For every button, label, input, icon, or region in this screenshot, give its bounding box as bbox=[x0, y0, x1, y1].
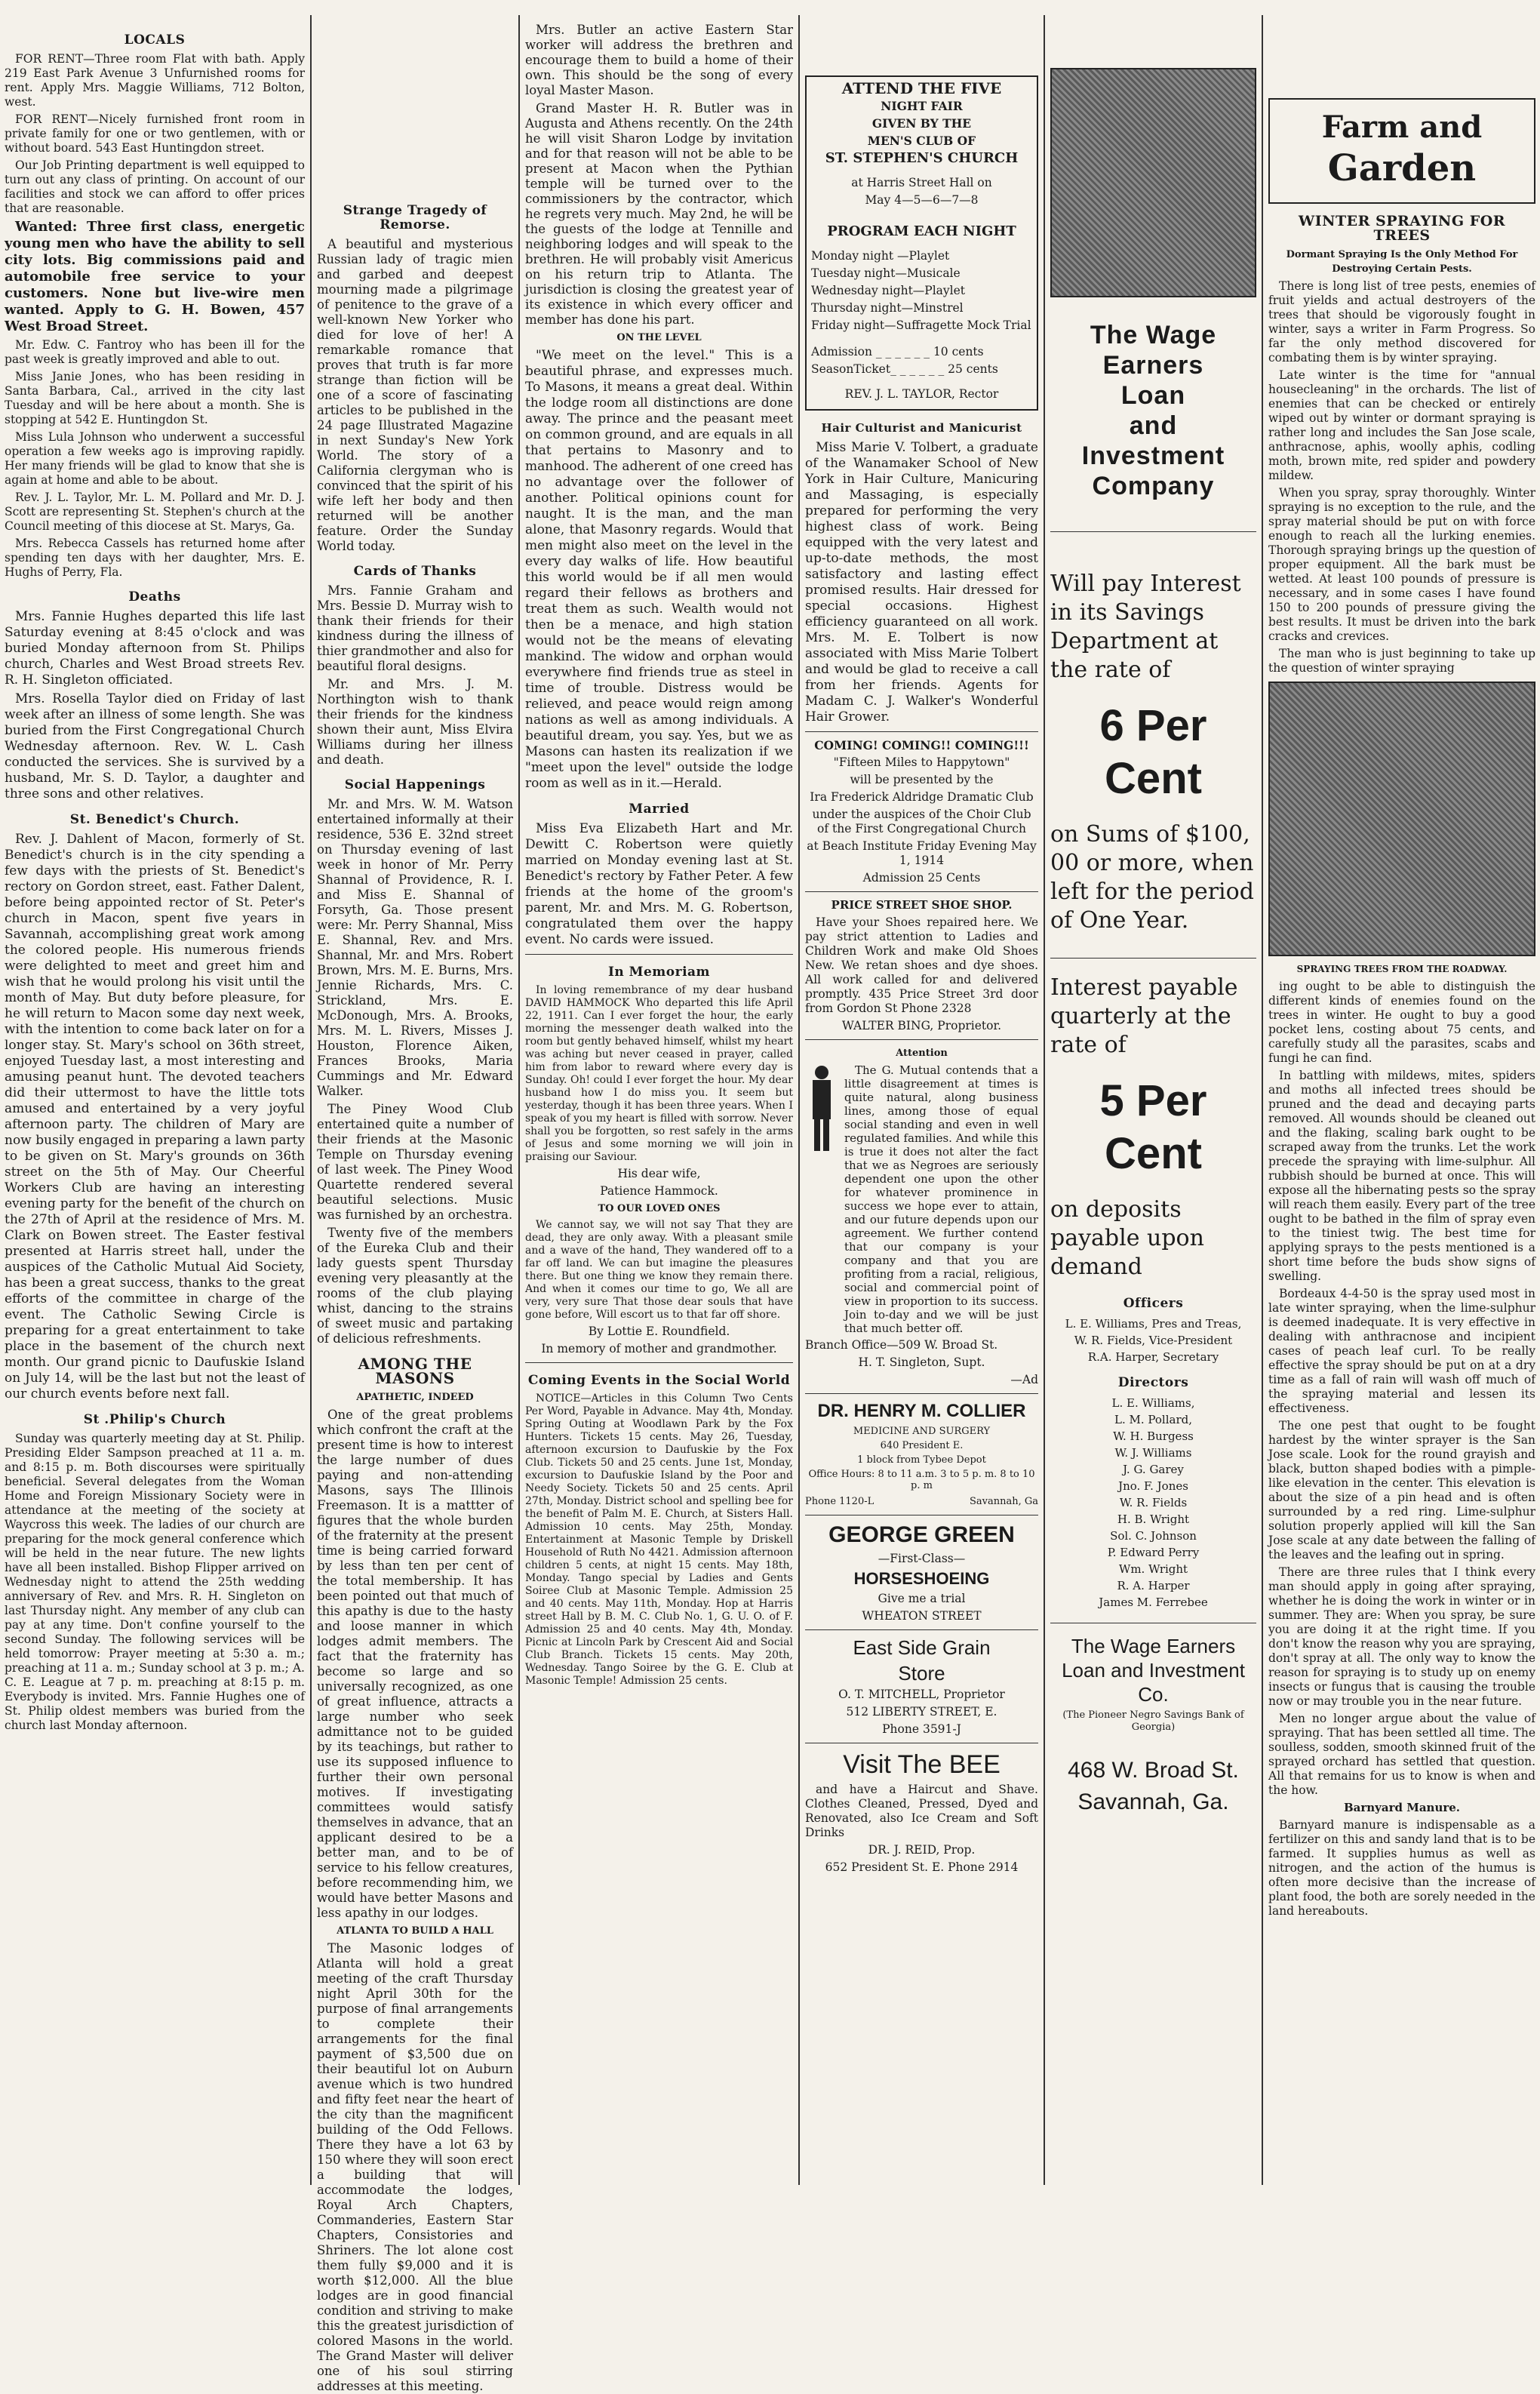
tragedy-body: A beautiful and mysterious Russian lady of tragic mien and garbed and deepest mourning made a pilgrimage of penitence to the grave of a well-known New Yorker who died for love of her! A remarkable romance that proves that truth is far more strange than fiction will be one of a score of fascinating articles to be published in the 24 page Illustrated Magazine in next Sunday's New York World. The story of a California clergyman who is convinced that the spirit of his wife left her body and then returned will be another feature. Order the Sunday World today. bbox=[317, 237, 513, 553]
level-body: "We meet on the level." This is a beautiful phrase, and expresses much. To Masons, it means a great deal. Within the lodge room all distinctions are done away. The prince and the peasant meet on common ground, and are equals in all that pertains to Masonry and to manhood. The adherent of one creed has no advantage over the follower of another. Political opinions count for naught. It is the man, and the man alone, that Masonry regards. Would that men might also meet on the level in the every day walks of life. How beautiful this world would be if all men would regard their fellows as brothers and treat them as such. Wealth would not then be a menace, and high station would not be the means of elevating mankind. The widow and orphan would everywhere find friends true as steel in time of trouble. Distress would be relieved, and peace would reign among nations as well as among individuals. A beautiful dream, you say. Yes, but we as Masons can hasten its realization if we "meet upon the level" outside the lodge room as well as in it.—Herald. bbox=[525, 348, 793, 791]
wage-title-line: Company bbox=[1092, 472, 1215, 500]
divider bbox=[805, 1039, 1038, 1040]
director-name: R. A. Harper bbox=[1117, 1579, 1190, 1592]
spraying-subheading: Dormant Spraying Is the Only Method For Destroying Certain Pests. bbox=[1286, 249, 1518, 275]
spraying-para: The man who is just beginning to take up the question of winter spraying bbox=[1268, 647, 1535, 675]
spraying-para: Late winter is the time for "annual housecleaning" in the orchards. The list of enemies that can be checked or entirely wiped out by winter or dormant spraying is rather long and includes the San Jose scale, anthracnose, aphis, woolly aphis, codling moth, brown mite, red spider and powdery mildew. bbox=[1268, 368, 1535, 482]
social-heading: Social Happenings bbox=[344, 777, 486, 792]
column-1 bbox=[0, 23, 309, 2181]
fair-night: Thursday night—Minstrel bbox=[811, 301, 964, 315]
locals-heading: LOCALS bbox=[124, 32, 186, 48]
garden-title: Garden bbox=[1327, 147, 1477, 189]
divider bbox=[805, 1629, 1038, 1630]
hair-body: Miss Marie V. Tolbert, a graduate of the Wanamaker School of New York in Hair Culture, Manicuring and Massaging, is especially prepared for performing the very highest class of work. Being equipped with the very latest and up-to-date methods, the most satisfactory and lasting effect promised results. Hair dressed for special occasions. Highest efficiency guaranteed on all work. Mrs. M. E. Tolbert is now associated with Miss Marie Tolbert and would be glad to receive a call from her friends. Agents for Madam C. J. Walker's Wonderful Hair Grower. bbox=[805, 440, 1038, 725]
director-name: L. E. Williams, bbox=[1111, 1396, 1195, 1410]
divider bbox=[1050, 958, 1256, 959]
spraying-para: ing ought to be able to distinguish the different kinds of enemies found on the trees in winter. He ought to buy a good pocket lens, costing about 75 cents, and carefully study all the parasites, scabs and fungi he can find. bbox=[1268, 980, 1535, 1065]
thanks-heading: Cards of Thanks bbox=[353, 564, 477, 579]
wage-six-percent: 6 Per Cent bbox=[1099, 701, 1207, 803]
social-item: Mr. and Mrs. W. M. Watson entertained informally at their residence, 536 E. 32nd street on Thursday evening of last week in honor of Mr. Perry Shannal of Providence, R. I. and Miss E. Shannal of Forsyth, Ga. Those present were: Mr. Perry Shannal, Miss E. Shannal, Rev. and Mrs. Shannal, Mr. and Mrs. Robert Brown, Mrs. M. E. Burns, Mrs. Jennie Richards, Mrs. C. Strickland, Mrs. E. McDonough, Mrs. A. Brooks, Mrs. M. L. Rivers, Misses J. Houston, Florence Aiken, Frances Brooks, Maria Cummings and Mr. Edward Walker. bbox=[317, 797, 513, 1098]
grain-line: Phone 3591-J bbox=[882, 1722, 961, 1736]
officers-list bbox=[1050, 1315, 1256, 1365]
thanks-item: Mrs. Fannie Graham and Mrs. Bessie D. Murray wish to thank their friends for their kindness during the illness of thier grandmother and also for beautiful floral designs. bbox=[317, 583, 513, 673]
officers-heading: Officers bbox=[1123, 1296, 1184, 1311]
locals-item: Mrs. Rebecca Cassels has returned home after spending ten days with her daughter, Mrs. E. Hughs of Perry, Fla. bbox=[5, 537, 305, 579]
fair-night: Tuesday night—Musicale bbox=[811, 266, 961, 280]
spraying-para: Men no longer argue about the value of spraying. That has been settled all time. The soulless, sodden, smooth skinned fruit of the sprayed orchard has settled that question. All that remains for us to know is when and the how. bbox=[1268, 1712, 1535, 1797]
masons-item: Mrs. Butler an active Eastern Star worker will address the brethren and encourage them to build a home of their own. This should be the song of every loyal Master Mason. bbox=[525, 23, 793, 97]
coming-events-heading: Coming Events in the Social World bbox=[527, 1373, 791, 1388]
bee-body: and have a Haircut and Shave. Clothes Cleaned, Pressed, Dyed and Renovated, also Ice Cream and Soft Drinks bbox=[805, 1783, 1038, 1839]
tragedy-heading: Strange Tragedy of Remorse. bbox=[343, 203, 487, 232]
director-name: Sol. C. Johnson bbox=[1110, 1529, 1197, 1543]
memoriam-sign: His dear wife, bbox=[617, 1167, 701, 1180]
spraying-caption: SPRAYING TREES FROM THE ROADWAY. bbox=[1296, 964, 1508, 974]
column-6 bbox=[1264, 23, 1540, 2181]
coming-events-body: NOTICE—Articles in this Column Two Cents Per Word, Payable in Advance. May 4th, Monday. Spring Outing at Woodlawn Park by the Fox Hunters. Tickets 15 cents. May 26, Tuesday, afternoon excursion to Daufuskie by the Fox Club. Tickets 50 and 25 cents. June 1st, Monday, excursion to Daufuskie Island by the Poor and Needy Society. Tickets 50 and 25 cents. April 27th, Monday. District school and spelling bee for the benefit of Palm M. E. Church, at Sisters Hall. Admission 10 cents. May 25th, Monday. Entertainment at Masonic Temple by Driskell Household of Ruth No 4421. Admission afternoon children 5 cents, at night 15 cents. May 18th, Monday. Tango special by Ladies and Gents Soiree Club at Masonic Temple. Admission 25 and 40 cents. May 11th, Monday. Hop at Harris street Hall by B. M. C. Club No. 1, G. U. O. of F. Admission 25 and 40 cents. May 4th, Monday. Picnic at Lincoln Park by Crescent Aid and Social Club Branch. Tickets 15 cents. May 20th, Wednesday. Tango Soiree by the G. E. Club at Masonic Temple! Admission 25 cents. bbox=[525, 1392, 793, 1687]
spraying-para: The one pest that ought to be fought hardest by the winter sprayer is the San Jose scale. Look for the round grayish and black, button shaped bodies with a pimple-like elevation in the center. This elevation is about the size of a pin head and is often surrounded by a red ring. Lime-sulphur solution properly applied will kill the San Jose scale at any date between the falling of the leaves and the leafing out in spring. bbox=[1268, 1419, 1535, 1562]
collier-line: 1 block from Tybee Depot bbox=[857, 1454, 986, 1466]
green-line: —First-Class— bbox=[878, 1552, 966, 1565]
green-line: HORSESHOEING bbox=[853, 1569, 990, 1588]
grain-line: 512 LIBERTY STREET, E. bbox=[846, 1705, 997, 1719]
wage-five-percent: 5 Per Cent bbox=[1099, 1076, 1207, 1178]
deaths-item: Mrs. Rosella Taylor died on Friday of last week after an illness of some length. She was buried from the First Congregational Church Wednesday afternoon. Rev. W. L. Cash conducted the services. She is survived by a husband, Mr. S. D. Taylor, a daughter and three sons and other relatives. bbox=[5, 691, 305, 802]
wage-title-line: Investment bbox=[1081, 442, 1225, 470]
director-name: Wm. Wright bbox=[1118, 1562, 1188, 1576]
fair-line: ATTEND THE FIVE bbox=[841, 79, 1002, 97]
happytown-line: Admission 25 Cents bbox=[862, 871, 981, 885]
green-line: WHEATON STREET bbox=[862, 1609, 982, 1623]
divider bbox=[1050, 531, 1256, 532]
divider bbox=[525, 954, 793, 955]
memoriam-heading: In Memoriam bbox=[607, 965, 711, 980]
happytown-line: COMING! COMING!! COMING!!! bbox=[814, 738, 1029, 752]
attention-ad-mark: —Ad bbox=[1010, 1373, 1038, 1386]
loved-ones-heading: TO OUR LOVED ONES bbox=[598, 1203, 721, 1214]
wage-city: Savannah, Ga. bbox=[1077, 1789, 1229, 1814]
director-name: J. G. Garey bbox=[1123, 1463, 1184, 1476]
social-item: The Piney Wood Club entertained quite a number of their friends at the Masonic Temple on Thursday evening of last week. The Piney Wood Quartette rendered several beautiful selections. Music was furnished by an orchestra. bbox=[317, 1102, 513, 1222]
happytown-line: under the auspices of the Choir Club of the First Congregational Church bbox=[812, 808, 1031, 835]
spraying-photo bbox=[1268, 682, 1535, 956]
director-name: W. H. Burgess bbox=[1113, 1429, 1194, 1443]
spraying-heading: WINTER SPRAYING FOR TREES bbox=[1298, 213, 1506, 244]
benedict-body: Rev. J. Dahlent of Macon, formerly of St. Benedict's church is in the city spending a few days with the priests of St. Benedict's rectory on Gordon street, east. Father Dalent, before being appointed rector of St. Peter's church in Macon, spent five years in Savannah, accomplishing great work among the colored people. His numerous friends were delighted to meet and greet him and wish that he would prolong his visit until the month of May. But duty before pleasure, for he will return to Macon some day next week, with the intention to come back later on for a longer stay. St. Mary's school on 36th street, enjoyed Tuesday last, a most interesting and amusing peanut hunt. The devoted teachers did their uttermost to have the little tots amused and entertained by a very joyful afternoon party. The children of Mary are now busily engaged in preparing a lawn party to be given on St. Mary's grounds on 36th street on the 5th of May. Our Cheerful Workers Club are having an interesting evening party for the benefit of the church on the 27th of April at the residence of Mrs. M. Clark on Bowen street. The Easter festival presented at Harris street hall, under the auspices of the Catholic Mutual Aid Society, has been a great success, thanks to the great efforts of the committee in charge of the event. The Catholic Sewing Circle is preparing for a great entertainment to take place in the basement of the church next month. Our grand picnic to Daufuskie Island on July 14, will be the last but not the least of our church events before next fall. bbox=[5, 832, 305, 1402]
locals-item: Our Job Printing department is well equipped to turn out any class of printing. On account of our facilities and stock we can afford to offer prices that are reasonable. bbox=[5, 158, 305, 215]
attention-supt: H. T. Singleton, Supt. bbox=[858, 1355, 985, 1369]
happytown-line: will be presented by the bbox=[850, 773, 994, 786]
collier-city: Savannah, Ga bbox=[969, 1496, 1038, 1507]
divider bbox=[525, 1362, 793, 1363]
married-body: Miss Eva Elizabeth Hart and Mr. Dewitt C. Robertson were quietly married on Monday evening last at St. Benedict's rectory by Father Peter. A few friends at the home of the groom's parent, Mr. and Mrs. M. G. Robertson, congratulated them over the happy event. No cards were issued. bbox=[525, 821, 793, 947]
wage-address: 468 W. Broad St. bbox=[1068, 1758, 1239, 1783]
loved-ones-poem: We cannot say, we will not say That they are dead, they are only away. With a pleasant smile and a wave of the hand, They wandered off to a far off land. We can but imagine the pleasures there. But one thing we know they remain there. And when it comes our time to go, We all are very, very sure That those dear souls that have gone before, Will escort us to that far off shore. bbox=[525, 1219, 793, 1321]
locals-item: Rev. J. L. Taylor, Mr. L. M. Pollard and Mr. D. J. Scott are representing St. Stephen's church at the Council meeting of this diocese at St. Marys, Ga. bbox=[5, 491, 305, 533]
collier-line: 640 President E. bbox=[880, 1440, 964, 1451]
memoriam-sign: Patience Hammock. bbox=[600, 1184, 718, 1198]
column-rule bbox=[310, 15, 312, 2185]
grain-line: O. T. MITCHELL, Proprietor bbox=[838, 1688, 1005, 1701]
benedict-heading: St. Benedict's Church. bbox=[69, 812, 240, 827]
spraying-para: When you spray, spray thoroughly. Winter spraying is no exception to the rule, and the spray material should be put on with force enough to reach all the lurking enemies. Thorough spraying brings up the question of proper equipment. All the bark must be wetted. At least 100 pounds of pressure is necessary, and in some cases I have found 150 to 200 pounds of pressure giving the best results. It must be driven into the bark cracks and crevices. bbox=[1268, 486, 1535, 643]
atlanta-subheading: ATLANTA TO BUILD A HALL bbox=[337, 1925, 493, 1937]
social-item: Twenty five of the members of the Eureka Club and their lady guests spent Thursday evening very pleasantly at the rooms of the club playing whist, dancing to the strains of sweet music and partaking of delicious refreshments. bbox=[317, 1226, 513, 1346]
man-figure-icon bbox=[805, 1063, 838, 1154]
fair-line: MEN'S CLUB OF bbox=[867, 134, 976, 148]
column-2 bbox=[312, 23, 518, 2393]
fair-line: ST. STEPHEN'S CHURCH bbox=[825, 150, 1019, 166]
fair-night: Wednesday night—Playlet bbox=[811, 284, 966, 297]
locals-item: Miss Lula Johnson who underwent a successful operation a few weeks ago is improving rapidly. Her many friends will be glad to know that she is again at home and able to be about. bbox=[5, 430, 305, 487]
happytown-line: "Fifteen Miles to Happytown" bbox=[833, 755, 1010, 769]
director-name: W. J. Williams bbox=[1114, 1446, 1192, 1460]
level-heading: ON THE LEVEL bbox=[616, 332, 702, 343]
manure-para: Barnyard manure is indispensable as a fertilizer on this and sandy land that is to be farmed. It supplies humus as well as nitrogen, and the action of the humus is often more decisive than the increase of plant food, the both are sorely needed in the land hereabouts. bbox=[1268, 1818, 1535, 1918]
collier-name: DR. HENRY M. COLLIER bbox=[817, 1401, 1026, 1421]
column-3 bbox=[521, 23, 798, 2181]
director-name: H. B. Wright bbox=[1117, 1512, 1190, 1526]
fair-night: Monday night —Playlet bbox=[811, 249, 950, 263]
fair-line: NIGHT FAIR bbox=[881, 99, 963, 113]
spraying-para: There are three rules that I think every man should apply in going after spraying, whether he is doing the work in winter or in summer. They are: When you spray, be sure you are doing it at the right time. If you don't know the reason why you are spraying, don't spray at all. The only way to know the reason for spraying is to study up on enemy insects or fungus that is causing the trouble now or may trouble you in the near future. bbox=[1268, 1565, 1535, 1708]
divider bbox=[805, 891, 1038, 892]
wage-footer-subtitle: (The Pioneer Negro Savings Bank of Georgia) bbox=[1062, 1709, 1244, 1733]
spraying-para: Bordeaux 4-4-50 is the spray used most in late winter spraying, when the lime-sulphur is deemed inadequate. It is very effective in dealing with anthracnose and incipient cases of peach leaf curl. To be really effective the spray should be put on at a dry time as a fall of rain will wash off much of the spraying material and lessen its effectiveness. bbox=[1268, 1287, 1535, 1415]
bee-address: 652 President St. E. Phone 2914 bbox=[825, 1860, 1019, 1874]
attention-body: The G. Mutual contends that a little disagreement at times is quite natural, along business lines, among those of equal social standing and even in well regulated families. And while this is true it does not alter the fact that we as Negroes are seriously dependent one upon the other for whatever prominence in success we hope ever to attain, and our future depends upon our agreement. We further contend that our company is your company and that you are profiting from a racial, religious, social and commercial point of view in proportion to its success. Join to-day and we will be just that much better off. bbox=[844, 1063, 1038, 1335]
director-name: L. M. Pollard, bbox=[1114, 1413, 1192, 1426]
divider bbox=[805, 1393, 1038, 1394]
director-name: P. Edward Perry bbox=[1107, 1546, 1200, 1559]
fair-night: Friday night—Suffragette Mock Trial bbox=[811, 318, 1031, 332]
masons-item: Grand Master H. R. Butler was in Augusta and Athens recently. On the 24th he will visit Sharon Lodge by invitation and for that reason will not be able to be present at Macon when the Pythian temple will be turned over to the commissioners by the contractor, which he regrets very much. May 2nd, he will be the guests of the lodge at Tennille and neighboring lodges and will speak to the brethren. He will probably visit Americus on his return trip to Atlanta. The jurisdiction is closing the greatest year of its existence in which every officer and member has done his part. bbox=[525, 101, 793, 327]
grain-line: Store bbox=[898, 1662, 945, 1685]
column-rule bbox=[518, 15, 520, 2185]
column-rule bbox=[798, 15, 800, 2185]
column-rule bbox=[1044, 15, 1045, 2185]
wage-deposits-text: on deposits payable upon demand bbox=[1050, 1196, 1204, 1280]
shoe-heading: PRICE STREET SHOE SHOP. bbox=[831, 898, 1013, 912]
column-rule bbox=[1262, 15, 1263, 2185]
happytown-line: at Beach Institute Friday Evening May 1, 1914 bbox=[807, 839, 1037, 867]
divider bbox=[805, 731, 1038, 732]
farm-title: Farm and bbox=[1321, 109, 1483, 145]
spraying-para: There is long list of tree pests, enemies of fruit yields and actual destroyers of the trees that should be vigorously fought in winter, says a writer in Farm Progress. So far the only method discovered for combating them is by winter spraying. bbox=[1268, 279, 1535, 365]
memoriam-body: In loving remembrance of my dear husband DAVID HAMMOCK Who departed this life April 22, 1911. Can I ever forget the hour, the early morning the messenger death walked into the room but gently behaved himself, whilst my heart was aching but never ceased in prayer, called him from labor to reward where every day is Sunday. Oh! could I ever forget the hour. My dear husband how I do miss you. It seem but yesterday, though it has been three years. When I speak of you my heart is filled with sorrow. Never shall you be forgotten, so rest safely in the arms of Jesus and some morning we will join in praising our Saviour. bbox=[525, 984, 793, 1163]
fair-admission: Admission _ _ _ _ _ _ 10 cents bbox=[811, 345, 984, 358]
hair-heading: Hair Culturist and Manicurist bbox=[821, 421, 1022, 435]
wage-footer-name: The Wage Earners Loan and Investment Co. bbox=[1062, 1635, 1245, 1706]
deaths-item: Mrs. Fannie Hughes departed this life last Saturday evening at 8:45 o'clock and was buried Monday afternoon from St. Philips church, Charles and West Broad streets Rev. R. H. Singleton officiated. bbox=[5, 609, 305, 688]
wage-title-line: The Wage bbox=[1090, 321, 1217, 349]
collier-footer bbox=[805, 1494, 1038, 1509]
collier-line: Office Hours: 8 to 11 a.m. 3 to 5 p. m. 8 to 10 p. m bbox=[808, 1469, 1035, 1491]
spraying-para: In battling with mildews, mites, spiders and moths all infected trees should be pruned and the dead and decaying parts removed. All wounds should be cleaned out and the flaking, scaling bark ought to be scraped away from the trunks. Let the work precede the spraying with lime-sulphur. All rubbish should be burned at once. This will expose all the hibernating pests so the spray will reach them easily. Every part of the tree ought to be bathed in the film of spray even to the tiniest twig. The best time for applying sprays to the pests mentioned is a short time before the buds show signs of swelling. bbox=[1268, 1069, 1535, 1283]
directors-list bbox=[1050, 1395, 1256, 1611]
green-name: GEORGE GREEN bbox=[828, 1522, 1015, 1547]
poem-dedication: In memory of mother and grandmother. bbox=[541, 1342, 777, 1355]
officer-name: L. E. Williams, Pres and Treas, bbox=[1065, 1317, 1242, 1331]
poem-author: By Lottie E. Roundfield. bbox=[588, 1325, 730, 1338]
masons-body: One of the great problems which confront the craft at the present time is how to interest the large number of dues paying and non-attending Masons, says The Illinois Freemason. It is a mattter of figures that the whole burden of the fraternity at the present time is being carried forward by less than ten per cent of the total membership. It has been pointed out that much of this apathy is due to the hasty and loose manner in which lodges admit members. The fact that the fraternity has become so large and so universally recognized, as one of great influence, attracts a large number who seek admittance not to be guided by its teachings, but rather to use its supposed influence to further their own personal motives. If investigating committees would satisfy themselves in advance, that an applicant desired to be a better man, and to be of service to his fellow creatures, before recommending him, we would have better Masons and less apathy in our lodges. bbox=[317, 1408, 513, 1920]
wage-ad-title bbox=[1050, 320, 1256, 501]
locals-item: Miss Janie Jones, who has been residing in Santa Barbara, Cal., arrived in the city last Tuesday and will be here about a month. She is stopping at 542 E. Huntingdon St. bbox=[5, 370, 305, 426]
fair-program: PROGRAM EACH NIGHT bbox=[827, 223, 1016, 239]
building-photo bbox=[1050, 68, 1256, 297]
directors-heading: Directors bbox=[1117, 1375, 1189, 1390]
fair-line: at Harris Street Hall on bbox=[851, 176, 992, 189]
officer-name: W. R. Fields, Vice-President bbox=[1074, 1334, 1233, 1347]
masons-subheading: APATHETIC, INDEED bbox=[356, 1392, 474, 1403]
collier-line: MEDICINE AND SURGERY bbox=[853, 1426, 991, 1437]
philips-body: Sunday was quarterly meeting day at St. Philip. Presiding Elder Sampson preached at 11 a. m. and 8:15 p. m. Both discourses were spiritually beneficial. Several delegates from the Woman Home and Foreign Missionary Society were in attendance at the meeting of the society at Waycross this week. The ladies of our church are preparing for the mock general conference which will be held in the near future. The new lights have all been installed. Bishop Flipper arrived on Wednesday night to attend the 25th wedding anniversary of Rev. and Mrs. R. H. Singleton on last Thursday night. Any member of any club can pay at any time. Don't confine yourself to the second Sunday. The following services will be held tomorrow: Prayer meeting at 5:30 a. m.; preaching at 11 a. m.; Sunday school at 3 p. m.; A. C. E. League at 7 p. m. preaching at 8:15 p. m. Everybody is invited. Mrs. Fannie Hughes one of St. Philip oldest members was buried from the church last Monday afternoon. bbox=[5, 1432, 305, 1732]
masons-heading: AMONG THE MASONS bbox=[358, 1355, 472, 1387]
locals-item: Mr. Edw. C. Fantroy who has been ill for the past week is greatly improved and able to out. bbox=[5, 338, 305, 366]
married-heading: Married bbox=[629, 802, 690, 817]
director-name: W. R. Fields bbox=[1119, 1496, 1188, 1509]
column-4 bbox=[801, 23, 1043, 2181]
fair-line: May 4—5—6—7—8 bbox=[865, 193, 979, 207]
locals-item: FOR RENT—Three room Flat with bath. Apply 219 East Park Avenue 3 Unfurnished rooms for rent. Apply Mrs. Maggie Williams, 712 Bolton, west. bbox=[5, 52, 305, 109]
atlanta-body: The Masonic lodges of Atlanta will hold a great meeting of the craft Thursday night April 30th for the purpose of final arrangements to complete their arrangements for the final payment of $3,500 due on their beautiful lot on Auburn avenue which is two hundred and fifty feet near the heart of the city than the magnificent building of the Odd Fellows. There they have a lot 63 by 150 where they will soon erect a building that will accommodate the lodges, Royal Arch Chapters, Commanderies, Eastern Star Chapters, Consistories and Shriners. The lot alone cost them fully $9,000 and it is worth $12,000. All the blue lodges are in good financial condition and striving to make this the greatest jurisdiction of colored Masons in the world. The Grand Master will deliver one of his soul stirring addresses at this meeting. bbox=[317, 1941, 513, 2393]
column-5 bbox=[1046, 23, 1261, 2181]
grain-line: East Side Grain bbox=[853, 1636, 991, 1659]
locals-item: FOR RENT—Nicely furnished front room in private family for one or two gentlemen, with or without board. 543 East Huntingdon street. bbox=[5, 112, 305, 155]
shoe-proprietor: WALTER BING, Proprietor. bbox=[841, 1019, 1002, 1032]
fair-rector: REV. J. L. TAYLOR, Rector bbox=[844, 387, 999, 401]
collier-phone: Phone 1120-L bbox=[805, 1496, 875, 1507]
fair-season-ticket: SeasonTicket_ _ _ _ _ _ 25 cents bbox=[811, 362, 998, 376]
farm-garden-masthead bbox=[1268, 98, 1535, 204]
attention-heading: Attention bbox=[896, 1048, 948, 1059]
wage-title-line: and bbox=[1129, 411, 1178, 440]
fair-ad bbox=[805, 75, 1038, 411]
happytown-line: Ira Frederick Aldridge Dramatic Club bbox=[810, 790, 1034, 804]
director-name: Jno. F. Jones bbox=[1118, 1479, 1188, 1493]
manure-heading: Barnyard Manure. bbox=[1343, 1801, 1461, 1814]
officer-name: R.A. Harper, Secretary bbox=[1087, 1350, 1219, 1364]
attention-block bbox=[805, 1063, 1038, 1338]
wage-interest-text: Interest payable quarterly at the rate of bbox=[1050, 974, 1238, 1058]
thanks-item: Mr. and Mrs. J. M. Northington wish to thank their friends for the kindness shown their aunt, Miss Elvira Williams during her illness and death. bbox=[317, 677, 513, 767]
philips-heading: St .Philip's Church bbox=[83, 1412, 226, 1427]
locals-item: Wanted: Three first class, energetic young men who have the ability to sell city lots. Big commissions paid and automobile free service to your customers. None but live-wire men wanted. Apply to G. H. Bowen, 457 West Broad Street. bbox=[5, 219, 305, 334]
bee-title: Visit The BEE bbox=[843, 1750, 1001, 1779]
wage-sums-text: on Sums of $100, 00 or more, when left for the period of One Year. bbox=[1050, 821, 1254, 934]
bee-proprietor: DR. J. REID, Prop. bbox=[868, 1843, 976, 1857]
shoe-body: Have your Shoes repaired here. We pay strict attention to Ladies and Children Work and make Old Shoes New. We retan shoes and dye shoes. All work called for and delivered promptly. 435 Price Street 3rd door from Gordon St Phone 2328 bbox=[805, 915, 1038, 1015]
green-line: Give me a trial bbox=[878, 1592, 966, 1605]
deaths-heading: Deaths bbox=[128, 589, 181, 605]
director-name: James M. Ferrebee bbox=[1099, 1595, 1208, 1609]
wage-title-line: Earners bbox=[1102, 351, 1204, 380]
wage-pay-text: Will pay Interest in its Savings Department at the rate of bbox=[1050, 571, 1241, 683]
attention-office: Branch Office—509 W. Broad St. bbox=[805, 1338, 998, 1352]
wage-title-line: Loan bbox=[1120, 381, 1186, 410]
fair-line: GIVEN BY THE bbox=[871, 116, 972, 131]
